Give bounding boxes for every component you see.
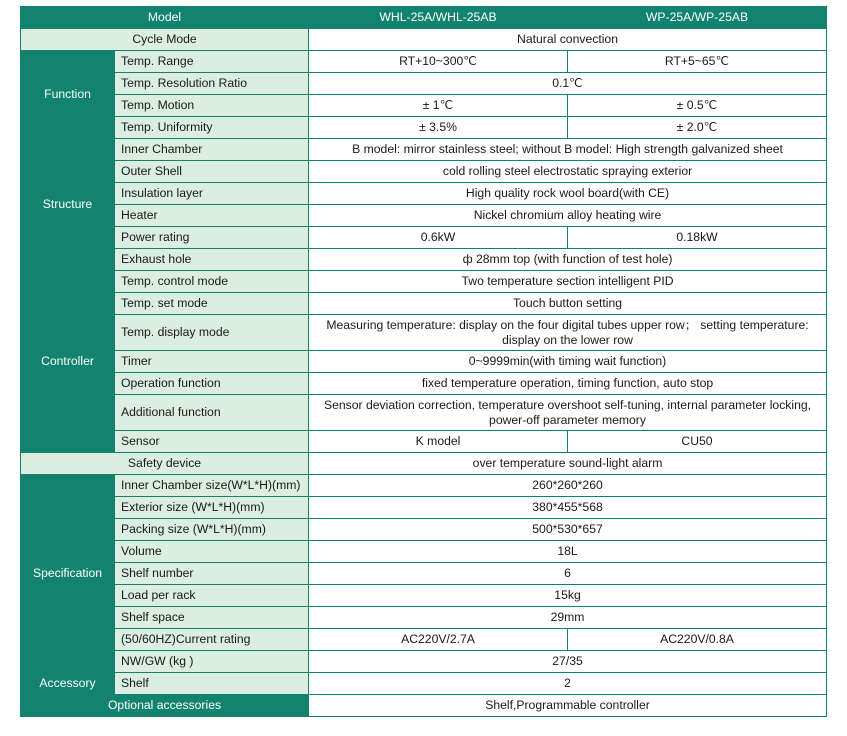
- row-label: Timer: [115, 351, 309, 373]
- cycle-mode-label: Cycle Mode: [21, 29, 309, 51]
- row-label: (50/60HZ)Current rating: [115, 629, 309, 651]
- table-row: [21, 519, 827, 541]
- cycle-mode-row: [21, 29, 827, 51]
- value-b: ± 0.5℃: [568, 95, 827, 117]
- table-row: [21, 651, 827, 673]
- row-label: Temp. Range: [115, 51, 309, 73]
- row-value: Touch button setting: [309, 293, 827, 315]
- table-row: [21, 629, 827, 651]
- row-label: Exterior size (W*L*H)(mm): [115, 497, 309, 519]
- value-b: AC220V/0.8A: [568, 629, 827, 651]
- row-value: 500*530*657: [309, 519, 827, 541]
- table-row: [21, 205, 827, 227]
- row-value: Nickel chromium alloy heating wire: [309, 205, 827, 227]
- model-b: WP-25A/WP-25AB: [568, 7, 827, 29]
- row-label: Temp. Motion: [115, 95, 309, 117]
- table-row: [21, 431, 827, 453]
- accessory-row: [21, 673, 827, 695]
- table-row: [21, 497, 827, 519]
- optional-label: Optional accessories: [21, 695, 309, 717]
- row-label: Heater: [115, 205, 309, 227]
- table-row: [21, 161, 827, 183]
- value-a: ± 3.5%: [309, 117, 568, 139]
- table-row: [21, 139, 827, 161]
- value-b: 0.18kW: [568, 227, 827, 249]
- value-b: CU50: [568, 431, 827, 453]
- row-label: Insulation layer: [115, 183, 309, 205]
- table-row: [21, 475, 827, 497]
- row-value: ф 28mm top (with function of test hole): [309, 249, 827, 271]
- table-row: [21, 293, 827, 315]
- value-a: 0.6kW: [309, 227, 568, 249]
- value-a: K model: [309, 431, 568, 453]
- row-value: 18L: [309, 541, 827, 563]
- row-label: Temp. display mode: [115, 315, 309, 351]
- table-row: [21, 73, 827, 95]
- structure-group-label: Structure: [21, 139, 115, 271]
- cycle-mode-value: Natural convection: [309, 29, 827, 51]
- optional-row: [21, 695, 827, 717]
- model-label: Model: [21, 7, 309, 29]
- row-value: Sensor deviation correction, temperature overshoot self-tuning, internal parameter locking, power-off parameter memory: [309, 395, 827, 431]
- safety-row: [21, 453, 827, 475]
- row-value: fixed temperature operation, timing function, auto stop: [309, 373, 827, 395]
- row-label: Exhaust hole: [115, 249, 309, 271]
- table-row: [21, 585, 827, 607]
- row-label: Load per rack: [115, 585, 309, 607]
- optional-value: Shelf,Programmable controller: [309, 695, 827, 717]
- row-value: 27/35: [309, 651, 827, 673]
- table-row: [21, 351, 827, 373]
- row-label: Inner Chamber: [115, 139, 309, 161]
- table-row: [21, 315, 827, 351]
- row-label: Additional function: [115, 395, 309, 431]
- row-value: 0.1℃: [309, 73, 827, 95]
- table-row: [21, 373, 827, 395]
- safety-value: over temperature sound-light alarm: [309, 453, 827, 475]
- row-label: Inner Chamber size(W*L*H)(mm): [115, 475, 309, 497]
- safety-label: Safety device: [21, 453, 309, 475]
- row-value: B model: mirror stainless steel; without B model: High strength galvanized sheet: [309, 139, 827, 161]
- value-a: RT+10~300℃: [309, 51, 568, 73]
- table-row: [21, 51, 827, 73]
- value-b: RT+5~65℃: [568, 51, 827, 73]
- table-row: [21, 395, 827, 431]
- row-value: 6: [309, 563, 827, 585]
- model-a: WHL-25A/WHL-25AB: [309, 7, 568, 29]
- row-label: Shelf number: [115, 563, 309, 585]
- specification-group-label: Specification: [21, 475, 115, 673]
- table-row: [21, 563, 827, 585]
- table-row: [21, 117, 827, 139]
- accessory-group-label: Accessory: [21, 673, 115, 695]
- row-value: 0~9999min(with timing wait function): [309, 351, 827, 373]
- table-row: [21, 541, 827, 563]
- value-b: ± 2.0℃: [568, 117, 827, 139]
- table-row: [21, 227, 827, 249]
- row-label: Sensor: [115, 431, 309, 453]
- row-label: Temp. set mode: [115, 293, 309, 315]
- row-value: Two temperature section intelligent PID: [309, 271, 827, 293]
- row-value: 380*455*568: [309, 497, 827, 519]
- row-label: NW/GW (kg ): [115, 651, 309, 673]
- row-value: 15kg: [309, 585, 827, 607]
- row-label: Shelf space: [115, 607, 309, 629]
- row-label: Operation function: [115, 373, 309, 395]
- function-group-label: Function: [21, 51, 115, 139]
- row-label: Shelf: [115, 673, 309, 695]
- row-label: Volume: [115, 541, 309, 563]
- table-row: [21, 271, 827, 293]
- row-value: High quality rock wool board(with CE): [309, 183, 827, 205]
- row-value: 2: [309, 673, 827, 695]
- spec-table-container: [20, 6, 826, 717]
- table-row: [21, 95, 827, 117]
- row-value: Measuring temperature: display on the four digital tubes upper row； setting temperature: display on the lower row: [309, 315, 827, 351]
- controller-group-label: Controller: [21, 271, 115, 453]
- table-row: [21, 183, 827, 205]
- table-row: [21, 249, 827, 271]
- table-row: [21, 607, 827, 629]
- row-label: Temp. control mode: [115, 271, 309, 293]
- value-a: ± 1℃: [309, 95, 568, 117]
- row-label: Temp. Resolution Ratio: [115, 73, 309, 95]
- value-a: AC220V/2.7A: [309, 629, 568, 651]
- row-label: Power rating: [115, 227, 309, 249]
- row-label: Temp. Uniformity: [115, 117, 309, 139]
- row-label: Packing size (W*L*H)(mm): [115, 519, 309, 541]
- row-value: 260*260*260: [309, 475, 827, 497]
- header-row: [21, 7, 827, 29]
- row-value: 29mm: [309, 607, 827, 629]
- spec-table: [20, 6, 827, 717]
- row-label: Outer Shell: [115, 161, 309, 183]
- row-value: cold rolling steel electrostatic spraying exterior: [309, 161, 827, 183]
